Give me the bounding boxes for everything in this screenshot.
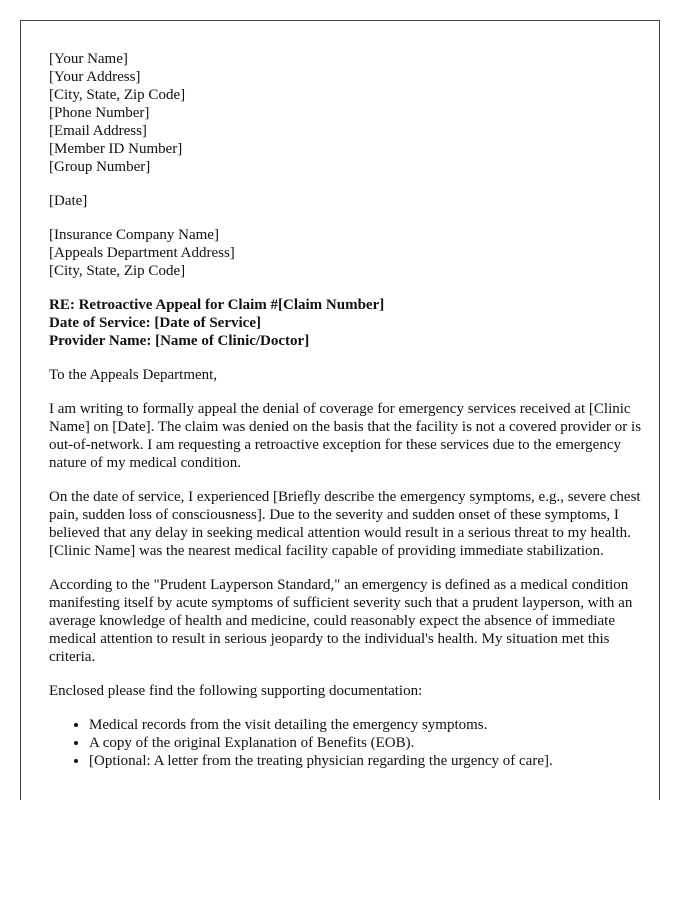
sender-member-id: [Member ID Number] [49,141,183,157]
reference-provider-name: Provider Name: [Name of Clinic/Doctor] [49,333,310,349]
reference-block [49,296,649,350]
body-paragraph: I am writing to formally appeal the denial of coverage for emergency services received at [Clinic Name] on [Date]. The claim was denied on the basis that the facility is not a covered provider or is out-of-network. I am requesting a retroactive exception for these services due to the emergency nature of my medical condition. [49,401,642,471]
letter-page [20,20,660,800]
sender-name: [Your Name] [49,51,128,67]
salutation: To the Appeals Department, [49,367,218,383]
recipient-block [49,226,649,280]
sender-address: [Your Address] [49,69,141,85]
sender-phone: [Phone Number] [49,105,150,121]
recipient-company: [Insurance Company Name] [49,227,219,243]
list-item: • [Optional: A letter from the treating physician regarding the urgency of care]. [89,752,649,770]
reference-date-of-service: Date of Service: [Date of Service] [49,315,261,331]
recipient-address: [Appeals Department Address] [49,245,235,261]
reference-claim: RE: Retroactive Appeal for Claim #[Claim Number] [49,297,385,313]
enclosures-intro: Enclosed please find the following supporting documentation: [49,683,423,699]
date-block [49,192,649,210]
recipient-city-state-zip: [City, State, Zip Code] [49,263,186,279]
body-paragraph: On the date of service, I experienced [Briefly describe the emergency symptoms, e.g., severe chest pain, sudden loss of consciousness]. Due to the severity and sudden onset of these symptoms, I believed that any delay in seeking medical attention would result in a serious threat to my health. [Clinic Name] was the nearest medical facility capable of providing immediate stabilization. [49,489,641,559]
sender-group-number: [Group Number] [49,159,151,175]
sender-city-state-zip: [City, State, Zip Code] [49,87,186,103]
sender-email: [Email Address] [49,123,147,139]
letter-date: [Date] [49,193,88,209]
list-item: • A copy of the original Explanation of Benefits (EOB). [89,734,649,752]
letter-content [49,50,649,770]
list-item: • Medical records from the visit detailing the emergency symptoms. [89,716,649,734]
sender-block [49,50,649,176]
body-paragraph: According to the "Prudent Layperson Standard," an emergency is defined as a medical condition manifesting itself by acute symptoms of sufficient severity such that a prudent layperson, with an average knowledge of health and medicine, could reasonably expect the absence of immediate medical attention to result in serious jeopardy to the individual's health. My situation met this criteria. [49,577,633,665]
enclosures-list [49,716,649,770]
